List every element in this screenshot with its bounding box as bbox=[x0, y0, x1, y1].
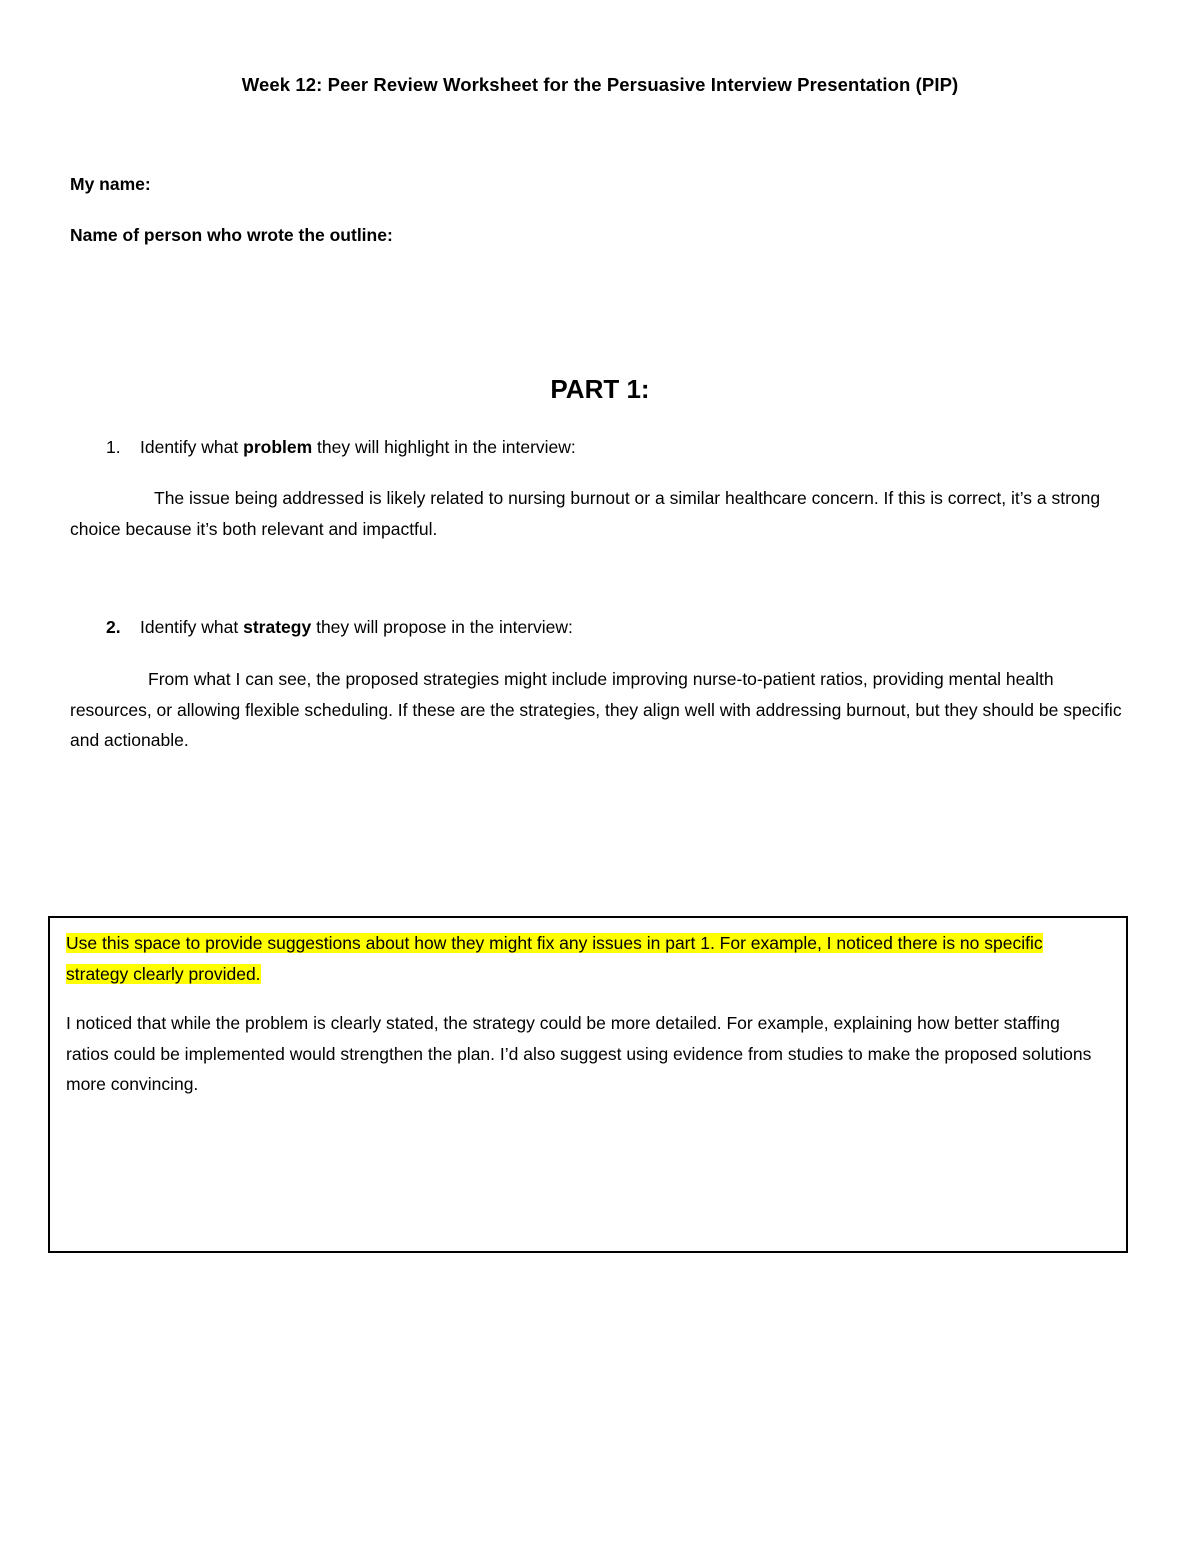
question-2 bbox=[106, 617, 573, 638]
question-2-prefix: Identify what bbox=[140, 617, 244, 637]
document-title: Week 12: Peer Review Worksheet for the Persuasive Interview Presentation (PIP) bbox=[241, 74, 959, 95]
answer-1: The issue being addressed is likely related to nursing burnout or a similar healthcare concern. If this is correct, it’s a strong choice because it’s both relevant and impactful. bbox=[70, 488, 1101, 539]
answer-2: From what I can see, the proposed strategies might include improving nurse-to-patient ratios, providing mental health resources, or allowing flexible scheduling. If these are the strategies, they align well with addressing burnout, but they should be specific and actionable. bbox=[70, 669, 1122, 750]
suggestions-prompt bbox=[66, 928, 1106, 989]
suggestions-response: I noticed that while the problem is clearly stated, the strategy could be more detailed. For example, explaining how better staffing ratios could be implemented would strengthen the plan. I’d also suggest using evidence from studies to make the proposed solutions more convincing. bbox=[66, 1013, 1092, 1094]
outline-author-label: Name of person who wrote the outline: bbox=[70, 225, 393, 245]
question-1 bbox=[106, 437, 576, 458]
suggestions-prompt-highlight: Use this space to provide suggestions about how they might fix any issues in part 1. For example, I noticed there is no specific strategy clearly provided. bbox=[66, 933, 1043, 984]
question-1-keyword: problem bbox=[243, 437, 313, 457]
question-2-keyword: strategy bbox=[243, 617, 312, 637]
question-1-text bbox=[140, 437, 576, 458]
my-name-label: My name: bbox=[70, 174, 151, 194]
question-1-number: 1. bbox=[106, 437, 121, 457]
suggestions-box bbox=[48, 916, 1128, 1253]
question-1-suffix: they will highlight in the interview: bbox=[312, 437, 576, 457]
question-1-prefix: Identify what bbox=[140, 437, 244, 457]
question-2-number: 2. bbox=[106, 617, 121, 637]
question-2-text bbox=[140, 617, 573, 638]
part-heading: PART 1: bbox=[550, 374, 650, 404]
question-2-suffix: they will propose in the interview: bbox=[311, 617, 573, 637]
